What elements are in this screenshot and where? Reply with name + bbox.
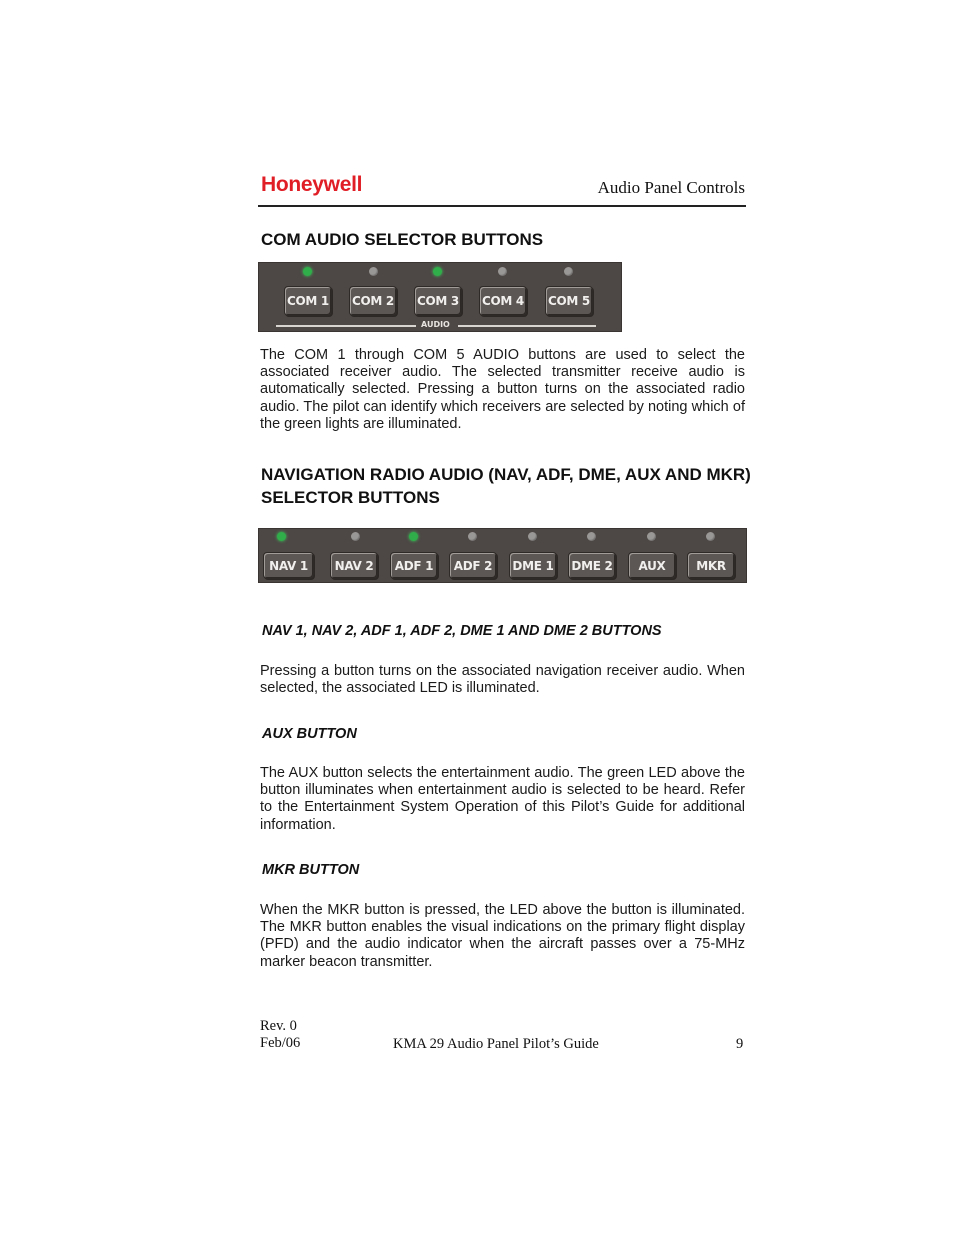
nav2-led [351,532,360,541]
section-heading-nav: NAVIGATION RADIO AUDIO (NAV, ADF, DME, AUX AND MKR) SELECTOR BUTTONS [261,465,751,507]
nav-buttons-description: Pressing a button turns on the associated navigation receiver audio. When selected, the associated LED is illuminated. [260,663,745,697]
audio-group-label: AUDIO [421,320,450,329]
adf1-led [409,532,418,541]
subheading-aux-button: AUX BUTTON [262,726,357,742]
com2-button: COM 2 [349,286,397,316]
dme2-button: DME 2 [568,552,616,579]
com3-button: COM 3 [414,286,462,316]
dme1-led [528,532,537,541]
aux-button: AUX [628,552,676,579]
adf2-led [468,532,477,541]
aux-button-description: The AUX button selects the entertainment audio. The green LED above the button illuminates when entertainment audio is selected to be heard. Refer to the Entertainment System Operation of this Pilot’s Guide for additional information. [260,765,745,833]
com1-button: COM 1 [284,286,332,316]
com3-led [433,267,442,276]
page-number: 9 [736,1036,744,1052]
nav1-button: NAV 1 [263,552,314,579]
footer-revision: Rev. 0 [260,1018,297,1034]
com4-led [498,267,507,276]
adf1-button: ADF 1 [390,552,438,579]
com-description: The COM 1 through COM 5 AUDIO buttons are used to select the associated receiver audio. The selected transmitter receive audio is automatically selected. Pressing a button turns on the associated radio audio. The pilot can identify which receivers are selected by noting which of the green lights are illuminated. [260,347,745,432]
nav1-led [277,532,286,541]
dme1-button: DME 1 [509,552,557,579]
header-rule [258,205,746,207]
header-title: Audio Panel Controls [597,178,745,197]
audio-bracket-left [276,325,416,327]
com4-button: COM 4 [479,286,527,316]
nav-audio-panel-image [258,528,747,583]
footer-date: Feb/06 [260,1035,301,1051]
com2-led [369,267,378,276]
audio-bracket-right [458,325,596,327]
nav2-button: NAV 2 [330,552,378,579]
com5-button: COM 5 [545,286,593,316]
honeywell-logo: Honeywell [261,173,363,196]
com1-led [303,267,312,276]
subheading-mkr-button: MKR BUTTON [262,862,360,878]
footer-doc-title: KMA 29 Audio Panel Pilot’s Guide [393,1036,599,1052]
mkr-led [706,532,715,541]
mkr-button-description: When the MKR button is pressed, the LED above the button is illuminated. The MKR button enables the visual indications on the primary flight display (PFD) and the audio indicator when the aircraft passes over a 75-MHz marker beacon transmitter. [260,902,745,970]
dme2-led [587,532,596,541]
com-audio-panel-image [258,262,622,332]
section-heading-com: COM AUDIO SELECTOR BUTTONS [261,230,544,249]
mkr-button: MKR [687,552,735,579]
adf2-button: ADF 2 [449,552,497,579]
subheading-nav-buttons: NAV 1, NAV 2, ADF 1, ADF 2, DME 1 AND DME 2 BUTTONS [262,623,662,639]
com5-led [564,267,573,276]
aux-led [647,532,656,541]
